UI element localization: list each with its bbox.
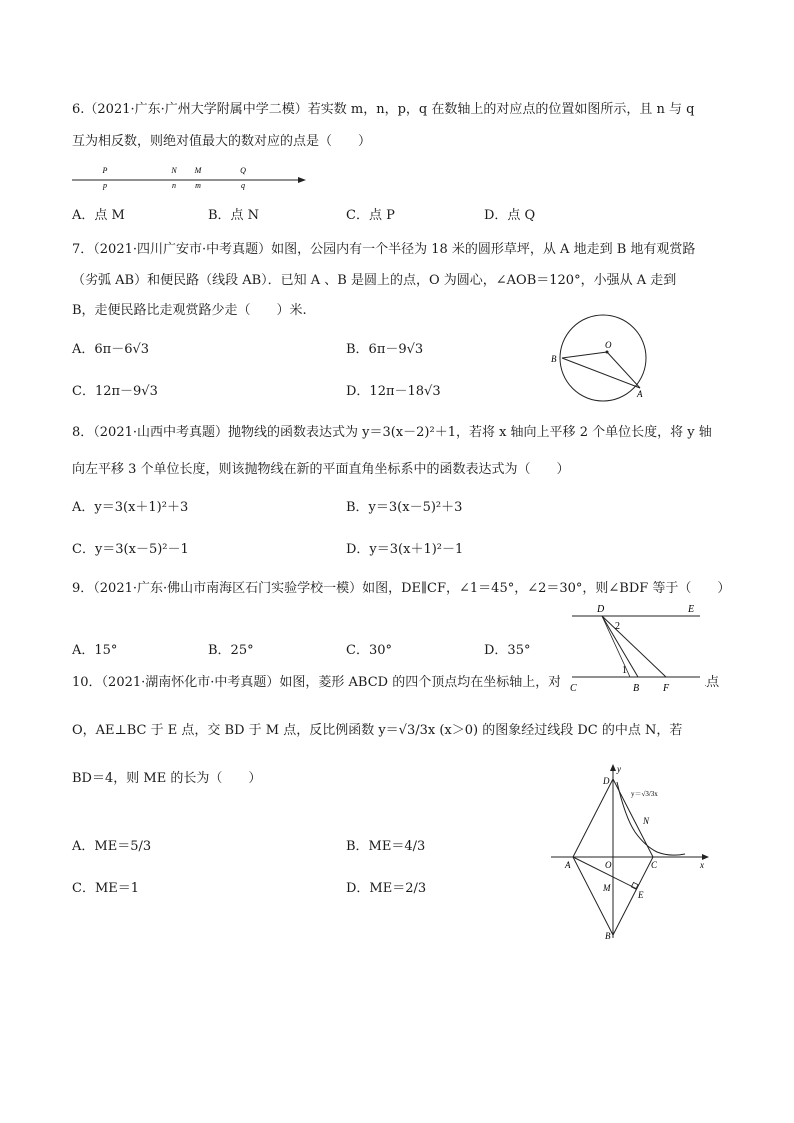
q10-label-M: M (603, 883, 611, 893)
q7-option-b: B．6π－9√3 (346, 342, 424, 357)
q9-stem-line1: 9．（2021·广东·佛山市南海区石门实验学校一模）如图，DE∥CF，∠1＝45°，∠2＝30°，则∠BDF 等于（ ） (72, 581, 731, 596)
q7-option-c: C．12π－9√3 (72, 384, 158, 399)
q10-option-c: C．ME＝1 (72, 881, 140, 896)
q9-option-c: C．30° (346, 643, 392, 658)
q9-label-B: B (633, 683, 640, 694)
q7-label-A: A (637, 389, 643, 399)
q6-stem-line1: 6.（2021·广东·广州大学附属中学二模）若实数 m，n，p，q 在数轴上的对应点的位置如图所示，且 n 与 q (72, 102, 695, 117)
q10-label-y: y (617, 764, 621, 774)
q10-label-O: O (605, 860, 612, 870)
q10-stem-line2: O，AE⊥BC 于 E 点，交 BD 于 M 点，反比例函数 y＝√3/3x (x＞0) 的图象经过线段 DC 的中点 N，若 (72, 723, 683, 738)
q8-option-a: A．y＝3(x＋1)²＋3 (72, 500, 189, 515)
q10-stem-line3: BD＝4，则 ME 的长为（ ） (72, 771, 262, 786)
q9-option-d: D．35° (484, 643, 531, 658)
q8-stem-line2: 向左平移 3 个单位长度，则该抛物线在新的平面直角坐标系中的函数表达式为（ ） (72, 462, 570, 477)
q6-label-P: P (102, 166, 108, 175)
q10-label-x: x (700, 860, 704, 870)
q6-option-d: D．点 Q (484, 208, 536, 223)
q10-label-N: N (643, 816, 650, 826)
q10-label-E: E (638, 890, 644, 900)
q9-option-a: A．15° (72, 643, 118, 658)
q7-label-B: B (551, 354, 557, 364)
q6-option-c: C．点 P (346, 208, 395, 223)
q6-label-M: M (194, 166, 202, 175)
q7-circle-figure (545, 312, 665, 402)
q8-option-d: D．y＝3(x＋1)²－1 (346, 542, 464, 557)
q10-label-curve: y＝√3/3x (631, 790, 658, 798)
q9-option-b: B．25° (208, 643, 254, 658)
q10-label-B: B (605, 931, 611, 941)
q8-stem-line1: 8．（2021·山西中考真题）抛物线的函数表达式为 y＝3(x－2)²＋1，若将 x 轴向上平移 2 个单位长度，将 y 轴 (72, 425, 712, 440)
q10-stem-line1-end: i点 (702, 675, 720, 690)
q10-label-A: A (565, 860, 571, 870)
q9-label-E: E (688, 604, 695, 615)
q7-stem-line1: 7．（2021·四川广安市·中考真题）如图，公园内有一个半径为 18 米的圆形草坪，从 A 地走到 B 地有观赏路 (72, 242, 696, 257)
q7-option-d: D．12π－18√3 (346, 384, 441, 399)
q10-option-a: A．ME＝5/3 (72, 839, 152, 854)
q6-option-a: A．点 M (72, 208, 125, 223)
q10-option-d: D．ME＝2/3 (346, 881, 427, 896)
q10-stem-line1: 10．（2021·湖南怀化市·中考真题）如图，菱形 ABCD 的四个顶点均在坐标轴上，对 (72, 675, 562, 690)
q7-stem-line3: B，走便民路比走观赏路少走（ ）米. (72, 303, 307, 318)
q6-option-b: B．点 N (208, 208, 260, 223)
q9-label-D: D (597, 604, 605, 615)
q7-option-a: A．6π－6√3 (72, 342, 150, 357)
q10-label-C: C (651, 860, 658, 870)
q8-option-c: C．y＝3(x－5)²－1 (72, 542, 189, 557)
q6-label-p: p (103, 181, 107, 190)
q10-label-D: D (603, 776, 610, 786)
q6-label-N: N (171, 166, 177, 175)
q7-stem-line2: （劣弧 AB）和便民路（线段 AB）．已知 A 、B 是圆上的点，O 为圆心，∠AOB＝120°，小强从 A 走到 (72, 273, 677, 288)
q6-label-n: n (172, 181, 176, 190)
q6-label-m: m (195, 181, 201, 190)
q7-label-O: O (605, 340, 612, 350)
q6-label-q: q (241, 181, 245, 190)
q9-label-angle1: 1 (622, 665, 627, 676)
q6-stem-line2: 互为相反数，则绝对值最大的数对应的点是（ ） (72, 134, 372, 149)
q9-label-C: C (570, 683, 577, 694)
q9-parallel-lines-figure (560, 598, 705, 694)
q6-number-line-figure (68, 160, 313, 192)
q6-label-Q: Q (240, 166, 246, 175)
q9-label-F: F (663, 683, 670, 694)
q10-rhombus-figure (545, 762, 715, 942)
q8-option-b: B．y＝3(x－5)²＋3 (346, 500, 463, 515)
q10-option-b: B．ME＝4/3 (346, 839, 426, 854)
q9-label-angle2: 2 (615, 621, 620, 632)
